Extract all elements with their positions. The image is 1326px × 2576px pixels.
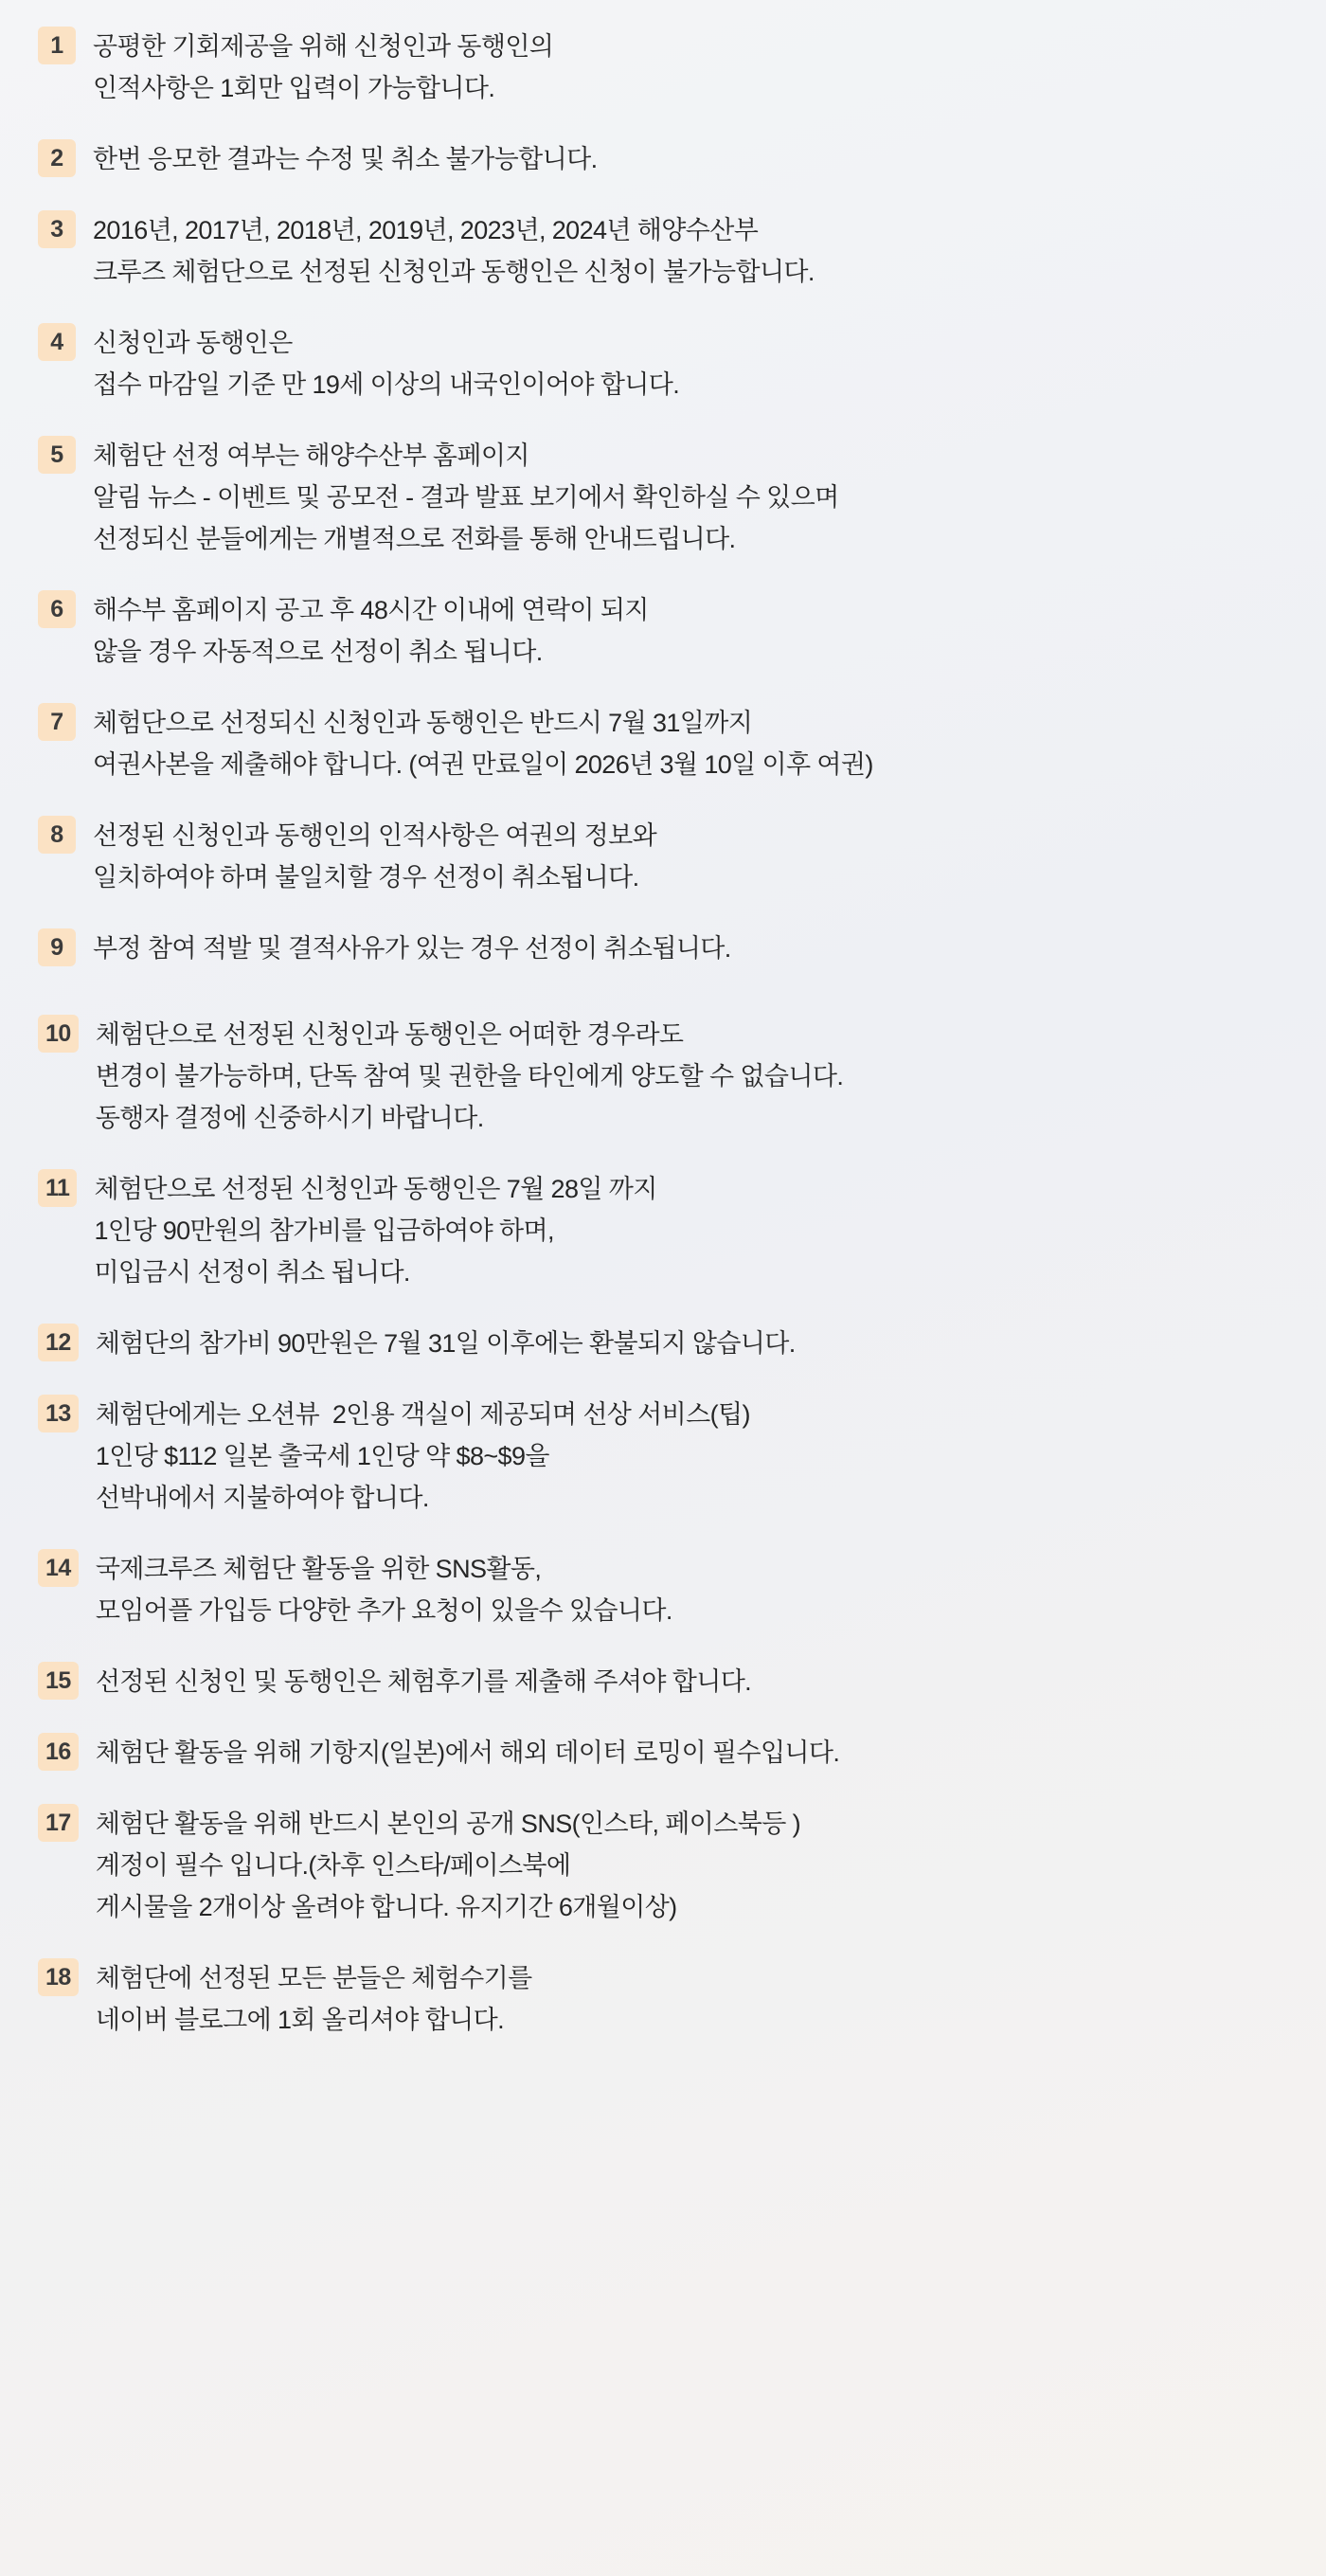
notice-item <box>38 1322 1288 1364</box>
notice-text-line: 국제크루즈 체험단 활동을 위한 SNS활동, <box>95 1555 542 1583</box>
notice-item <box>38 1660 1288 1702</box>
notice-text-line: 체험단 활동을 위해 기항지(일본)에서 해외 데이터 로밍이 필수입니다. <box>95 1738 840 1767</box>
notice-number-badge: 9 <box>38 928 76 966</box>
notice-text-line: 변경이 불가능하며, 단독 참여 및 권한을 타인에게 양도할 수 없습니다. <box>95 1062 844 1090</box>
notice-text-line: 인적사항은 1회만 입력이 가능합니다. <box>93 74 495 102</box>
notice-number-badge: 8 <box>38 816 76 854</box>
notice-text-block <box>93 588 1288 673</box>
notice-number-badge: 6 <box>38 590 76 628</box>
notice-text-block <box>96 1393 1288 1519</box>
notice-item <box>38 927 1288 969</box>
notice-item <box>38 137 1288 180</box>
notice-text-line: 일치하여야 하며 불일치할 경우 선정이 취소됩니다. <box>93 863 639 892</box>
notice-text-line: 미입금시 선정이 취소 됩니다. <box>94 1258 410 1287</box>
notice-number-badge: 12 <box>38 1324 79 1361</box>
notice-text-line: 체험단에게는 오션뷰 2인용 객실이 제공되며 선상 서비스(팁) <box>95 1400 750 1429</box>
notice-text-line: 공평한 기회제공을 위해 신청인과 동행인의 <box>93 32 554 61</box>
notice-number-badge: 14 <box>38 1549 79 1587</box>
notice-item <box>38 25 1288 109</box>
notice-text-block <box>93 321 1288 405</box>
notice-text-line: 체험단으로 선정된 신청인과 동행인은 어떠한 경우라도 <box>95 1020 684 1049</box>
notice-text-line: 해수부 홈페이지 공고 후 48시간 이내에 연락이 되지 <box>93 596 649 624</box>
notice-number-badge: 13 <box>38 1395 79 1432</box>
notice-text-line: 크루즈 체험단으로 선정된 신청인과 동행인은 신청이 불가능합니다. <box>93 258 815 286</box>
notice-text-block <box>93 927 1288 969</box>
notice-text-block <box>93 137 1288 180</box>
notice-text-block <box>93 25 1288 109</box>
notice-text-line: 선정된 신청인 및 동행인은 체험후기를 제출해 주셔야 합니다. <box>95 1667 752 1696</box>
notice-item <box>38 1167 1288 1293</box>
notice-text-line: 체험단에 선정된 모든 분들은 체험수기를 <box>95 1964 532 1992</box>
notice-text-block <box>96 1660 1288 1702</box>
notice-item <box>38 1013 1288 1139</box>
notice-item <box>38 814 1288 898</box>
notice-number-badge: 17 <box>38 1804 79 1842</box>
notice-item <box>38 1731 1288 1774</box>
notice-text-line: 신청인과 동행인은 <box>93 329 293 357</box>
notice-text-line: 게시물을 2개이상 올려야 합니다. 유지기간 6개월이상) <box>95 1893 677 1921</box>
notice-text-block <box>93 434 1288 560</box>
notice-text-line: 2016년, 2017년, 2018년, 2019년, 2023년, 2024년 해양수산부 <box>93 216 759 244</box>
notice-number-badge: 11 <box>38 1169 77 1207</box>
notice-text-line: 체험단 선정 여부는 해양수산부 홈페이지 <box>93 441 529 470</box>
notice-item <box>38 588 1288 673</box>
notice-text-line: 체험단으로 선정되신 신청인과 동행인은 반드시 7월 31일까지 <box>93 709 753 737</box>
notice-text-line: 체험단으로 선정된 신청인과 동행인은 7월 28일 까지 <box>94 1175 657 1203</box>
notice-text-block <box>93 814 1288 898</box>
notice-item <box>38 1956 1288 2041</box>
notice-text-line: 선정된 신청인과 동행인의 인적사항은 여권의 정보와 <box>93 821 657 850</box>
notice-text-line: 모임어플 가입등 다양한 추가 요청이 있을수 있습니다. <box>95 1596 672 1625</box>
notice-text-line: 계정이 필수 입니다.(차후 인스타/페이스북에 <box>95 1851 571 1880</box>
notice-text-block <box>93 701 1288 785</box>
notice-item <box>38 701 1288 785</box>
notice-item <box>38 1802 1288 1928</box>
notice-number-badge: 15 <box>38 1662 79 1700</box>
notice-text-block <box>96 1013 1288 1139</box>
notice-text-line: 1인당 90만원의 참가비를 입금하여야 하며, <box>94 1216 554 1245</box>
notice-text-line: 접수 마감일 기준 만 19세 이상의 내국인이어야 합니다. <box>93 370 680 399</box>
notice-text-line: 선정되신 분들에게는 개별적으로 전화를 통해 안내드립니다. <box>93 525 736 553</box>
notice-text-block <box>94 1167 1288 1293</box>
notice-number-badge: 2 <box>38 139 76 177</box>
notice-item <box>38 1393 1288 1519</box>
notice-text-block <box>93 208 1288 293</box>
notice-item <box>38 434 1288 560</box>
notice-item <box>38 208 1288 293</box>
notice-text-line: 체험단의 참가비 90만원은 7월 31일 이후에는 환불되지 않습니다. <box>95 1329 796 1358</box>
notice-number-badge: 16 <box>38 1733 79 1771</box>
notice-text-block <box>96 1802 1288 1928</box>
notice-text-line: 체험단 활동을 위해 반드시 본인의 공개 SNS(인스타, 페이스북등 ) <box>95 1810 800 1838</box>
notice-text-line: 선박내에서 지불하여야 합니다. <box>95 1484 429 1512</box>
notice-number-badge: 5 <box>38 436 76 474</box>
notice-text-line: 알림 뉴스 - 이벤트 및 공모전 - 결과 발표 보기에서 확인하실 수 있으며 <box>93 483 839 512</box>
notice-number-badge: 18 <box>38 1958 79 1996</box>
notice-text-line: 동행자 결정에 신중하시기 바랍니다. <box>95 1104 484 1132</box>
notice-text-line: 한번 응모한 결과는 수정 및 취소 불가능합니다. <box>93 145 598 173</box>
notice-list <box>38 25 1288 2041</box>
notice-number-badge: 3 <box>38 210 76 248</box>
notice-text-line: 않을 경우 자동적으로 선정이 취소 됩니다. <box>93 638 543 666</box>
notice-text-block <box>96 1322 1288 1364</box>
notice-item <box>38 1547 1288 1631</box>
notice-text-line: 부정 참여 적발 및 결적사유가 있는 경우 선정이 취소됩니다. <box>93 934 731 963</box>
notice-number-badge: 7 <box>38 703 76 741</box>
notice-item <box>38 321 1288 405</box>
notice-text-block <box>96 1956 1288 2041</box>
notice-text-block <box>96 1547 1288 1631</box>
notice-number-badge: 4 <box>38 323 76 361</box>
notice-text-line: 1인당 $112 일본 출국세 1인당 약 $8~$9을 <box>95 1442 549 1470</box>
notice-number-badge: 10 <box>38 1015 79 1053</box>
notice-text-block <box>96 1731 1288 1774</box>
notice-number-badge: 1 <box>38 27 76 64</box>
notice-text-line: 네이버 블로그에 1회 올리셔야 합니다. <box>95 2006 504 2034</box>
notice-text-line: 여권사본을 제출해야 합니다. (여권 만료일이 2026년 3월 10일 이후 여권) <box>93 750 873 779</box>
